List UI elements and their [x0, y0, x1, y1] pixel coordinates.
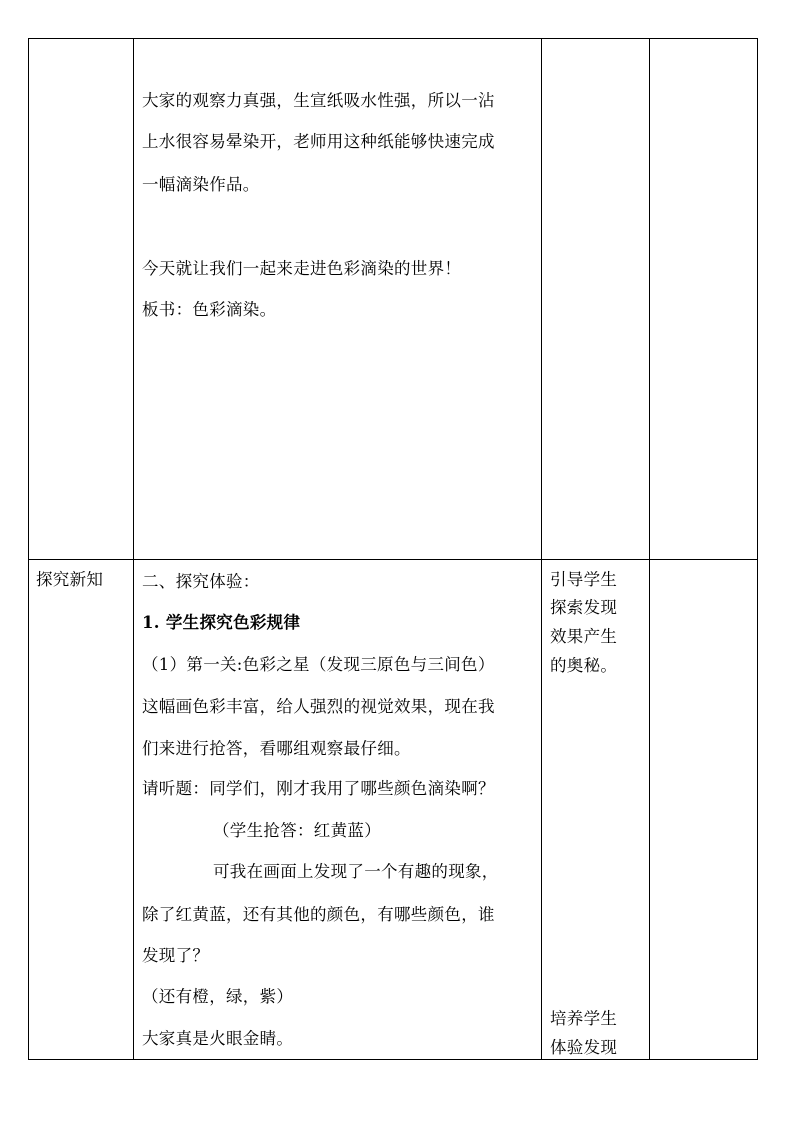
- row2-intent-line-4: 的奥秘。: [550, 656, 618, 675]
- row2-content-line-11: （还有橙，绿，紫）: [142, 987, 294, 1006]
- row2-content-line-12: 大家真是火眼金睛。: [142, 1029, 294, 1048]
- row2-content-line-8: 可我在画面上发现了一个有趣的现象，: [213, 862, 499, 881]
- row2-content-line-6: 请听题：同学们，刚才我用了哪些颜色滴染啊？: [142, 779, 495, 798]
- table-left-border: [28, 38, 29, 1060]
- row2-intent-line-3: 效果产生: [550, 627, 618, 646]
- row1-content-line-3: 一幅滴染作品。: [142, 175, 260, 194]
- row2-content-line-3: （1）第一关:色彩之星（发现三原色与三间色）: [142, 655, 495, 674]
- row2-content-line-9: 除了红黄蓝，还有其他的颜色，有哪些颜色，谁: [142, 905, 495, 924]
- table-right-border: [757, 38, 758, 1060]
- column-divider-1: [133, 38, 134, 1060]
- column-divider-3: [649, 38, 650, 1060]
- row2-intent2-line-2: 体验发现: [550, 1038, 618, 1057]
- row2-stage-label: 探究新知: [36, 570, 104, 589]
- row2-content-line-4: 这幅画色彩丰富，给人强烈的视觉效果，现在我: [142, 697, 495, 716]
- row2-content-line-2: 1. 学生探究色彩规律: [142, 613, 301, 632]
- row1-content-line-2: 上水很容易晕染开，老师用这种纸能够快速完成: [142, 132, 495, 151]
- column-divider-2: [541, 38, 542, 1060]
- row2-content-line-10: 发现了？: [142, 946, 210, 965]
- row1-content-line-4: 今天就让我们一起来走进色彩滴染的世界！: [142, 259, 462, 278]
- row2-content-line-1: 二、探究体验：: [142, 572, 260, 591]
- row2-intent-line-1: 引导学生: [550, 570, 618, 589]
- row1-content-line-5: 板书：色彩滴染。: [142, 300, 277, 319]
- row1-content-line-1: 大家的观察力真强，生宣纸吸水性强，所以一沾: [142, 91, 495, 110]
- row2-intent-line-2: 探索发现: [550, 598, 618, 617]
- row2-intent2-line-1: 培养学生: [550, 1009, 618, 1028]
- row2-content-line-5: 们来进行抢答，看哪组观察最仔细。: [142, 739, 411, 758]
- row2-content-line-7: （学生抢答：红黄蓝）: [213, 821, 381, 840]
